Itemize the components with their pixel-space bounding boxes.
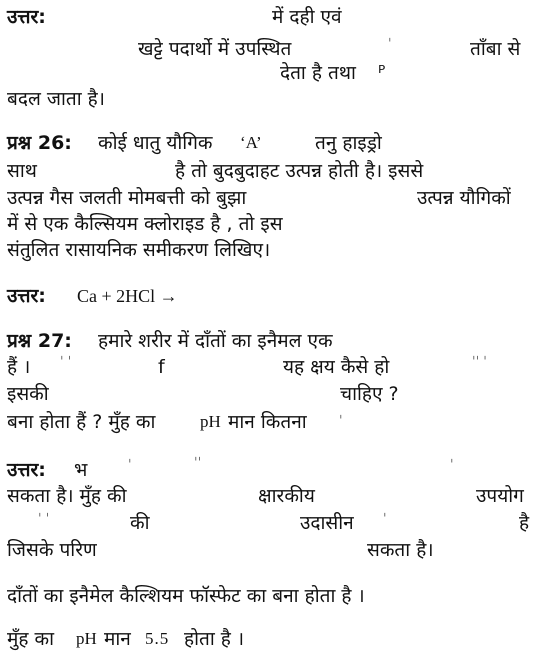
answer1-line1: में दही एवं bbox=[272, 6, 342, 28]
ph-value: 5.5 bbox=[145, 629, 170, 648]
answer3-line2a: सकता है। मुँह की bbox=[7, 485, 127, 507]
answer3-line3b: उदासीन bbox=[300, 512, 354, 534]
blur-mark: ˈ ˈ bbox=[38, 512, 50, 527]
ph-text: pH bbox=[76, 629, 97, 648]
question27-line2b: यह क्षय कैसे हो bbox=[283, 356, 390, 378]
enamel-statement: दाँतों का इनैमेल कैल्शियम फॉस्फेट का बना होता है । bbox=[7, 585, 365, 607]
answer1-line4: बदल जाता है। bbox=[7, 88, 105, 110]
answer1-line2b: ताँबा से bbox=[470, 38, 521, 60]
answer3-line4b: सकता है। bbox=[367, 539, 434, 561]
answer-label: उत्तर: bbox=[7, 459, 46, 481]
question27-line3a: इसकी bbox=[7, 383, 49, 405]
question26-line2b: है तो बुदबुदाहट उत्पन्न होती है। इससे bbox=[175, 160, 424, 182]
question26-line4: में से एक कैल्सियम क्लोराइड है , तो इस bbox=[7, 213, 283, 235]
blur-mark: ˈ bbox=[128, 458, 132, 473]
chemical-equation: Ca + 2HCl → bbox=[77, 286, 178, 306]
question27-line3b: चाहिए ? bbox=[340, 383, 399, 405]
answer-label: उत्तर: bbox=[7, 6, 46, 28]
answer1-line3: देता है तथा bbox=[280, 62, 356, 84]
question27-line2a: हैं । bbox=[7, 356, 31, 378]
answer3-line1: भ bbox=[74, 459, 88, 481]
answer1-line2a: खट्टे पदार्थो में उपस्थित bbox=[138, 38, 292, 60]
blur-mark: ˈ bbox=[339, 414, 343, 429]
blur-mark: ˈ bbox=[383, 512, 387, 527]
blur-mark: f bbox=[158, 356, 165, 378]
question26-line3b: उत्पन्न यौगिकों bbox=[417, 187, 511, 209]
blur-mark: ˈˈ ˈ bbox=[472, 355, 487, 370]
ph-statement-c: होता है । bbox=[184, 628, 245, 650]
question26-line5: संतुलित रासायनिक समीकरण लिखिए। bbox=[7, 239, 271, 261]
answer3-line3a: की bbox=[130, 512, 150, 534]
blur-mark: ᴾ bbox=[378, 62, 386, 84]
ph-statement-a: मुँह का bbox=[7, 628, 55, 650]
question26-line2a: साथ bbox=[7, 160, 37, 182]
question26-line3a: उत्पन्न गैस जलती मोमबत्ती को बुझा bbox=[7, 187, 247, 209]
question27-line1: हमारे शरीर में दाँतों का इनैमल एक bbox=[98, 330, 333, 352]
question26-line1a: कोई धातु यौगिक bbox=[98, 132, 213, 154]
ph-statement-b: मान bbox=[104, 628, 131, 650]
question27-line4b: मान कितना bbox=[228, 411, 307, 433]
blur-mark: ˈ bbox=[388, 37, 392, 52]
question27-line4a: बना होता हैं ? मुँह का bbox=[7, 411, 156, 433]
blur-mark: ˈˈ bbox=[194, 456, 202, 471]
answer3-line3c: है bbox=[519, 512, 530, 534]
question26-label: प्रश्न 26: bbox=[7, 132, 72, 154]
compound-a: ‘A’ bbox=[240, 133, 262, 152]
answer3-line4a: जिसके परिण bbox=[7, 539, 97, 561]
question27-label: प्रश्न 27: bbox=[7, 330, 72, 352]
ph-text: pH bbox=[200, 412, 221, 431]
answer3-line2c: उपयोग bbox=[476, 485, 524, 507]
answer-label: उत्तर: bbox=[7, 285, 46, 307]
blur-mark: ˈ ˈ bbox=[60, 355, 72, 370]
blur-mark: ˈ bbox=[450, 458, 454, 473]
answer3-line2b: क्षारकीय bbox=[258, 485, 315, 507]
question26-line1b: तनु हाइड्रो bbox=[315, 132, 382, 154]
